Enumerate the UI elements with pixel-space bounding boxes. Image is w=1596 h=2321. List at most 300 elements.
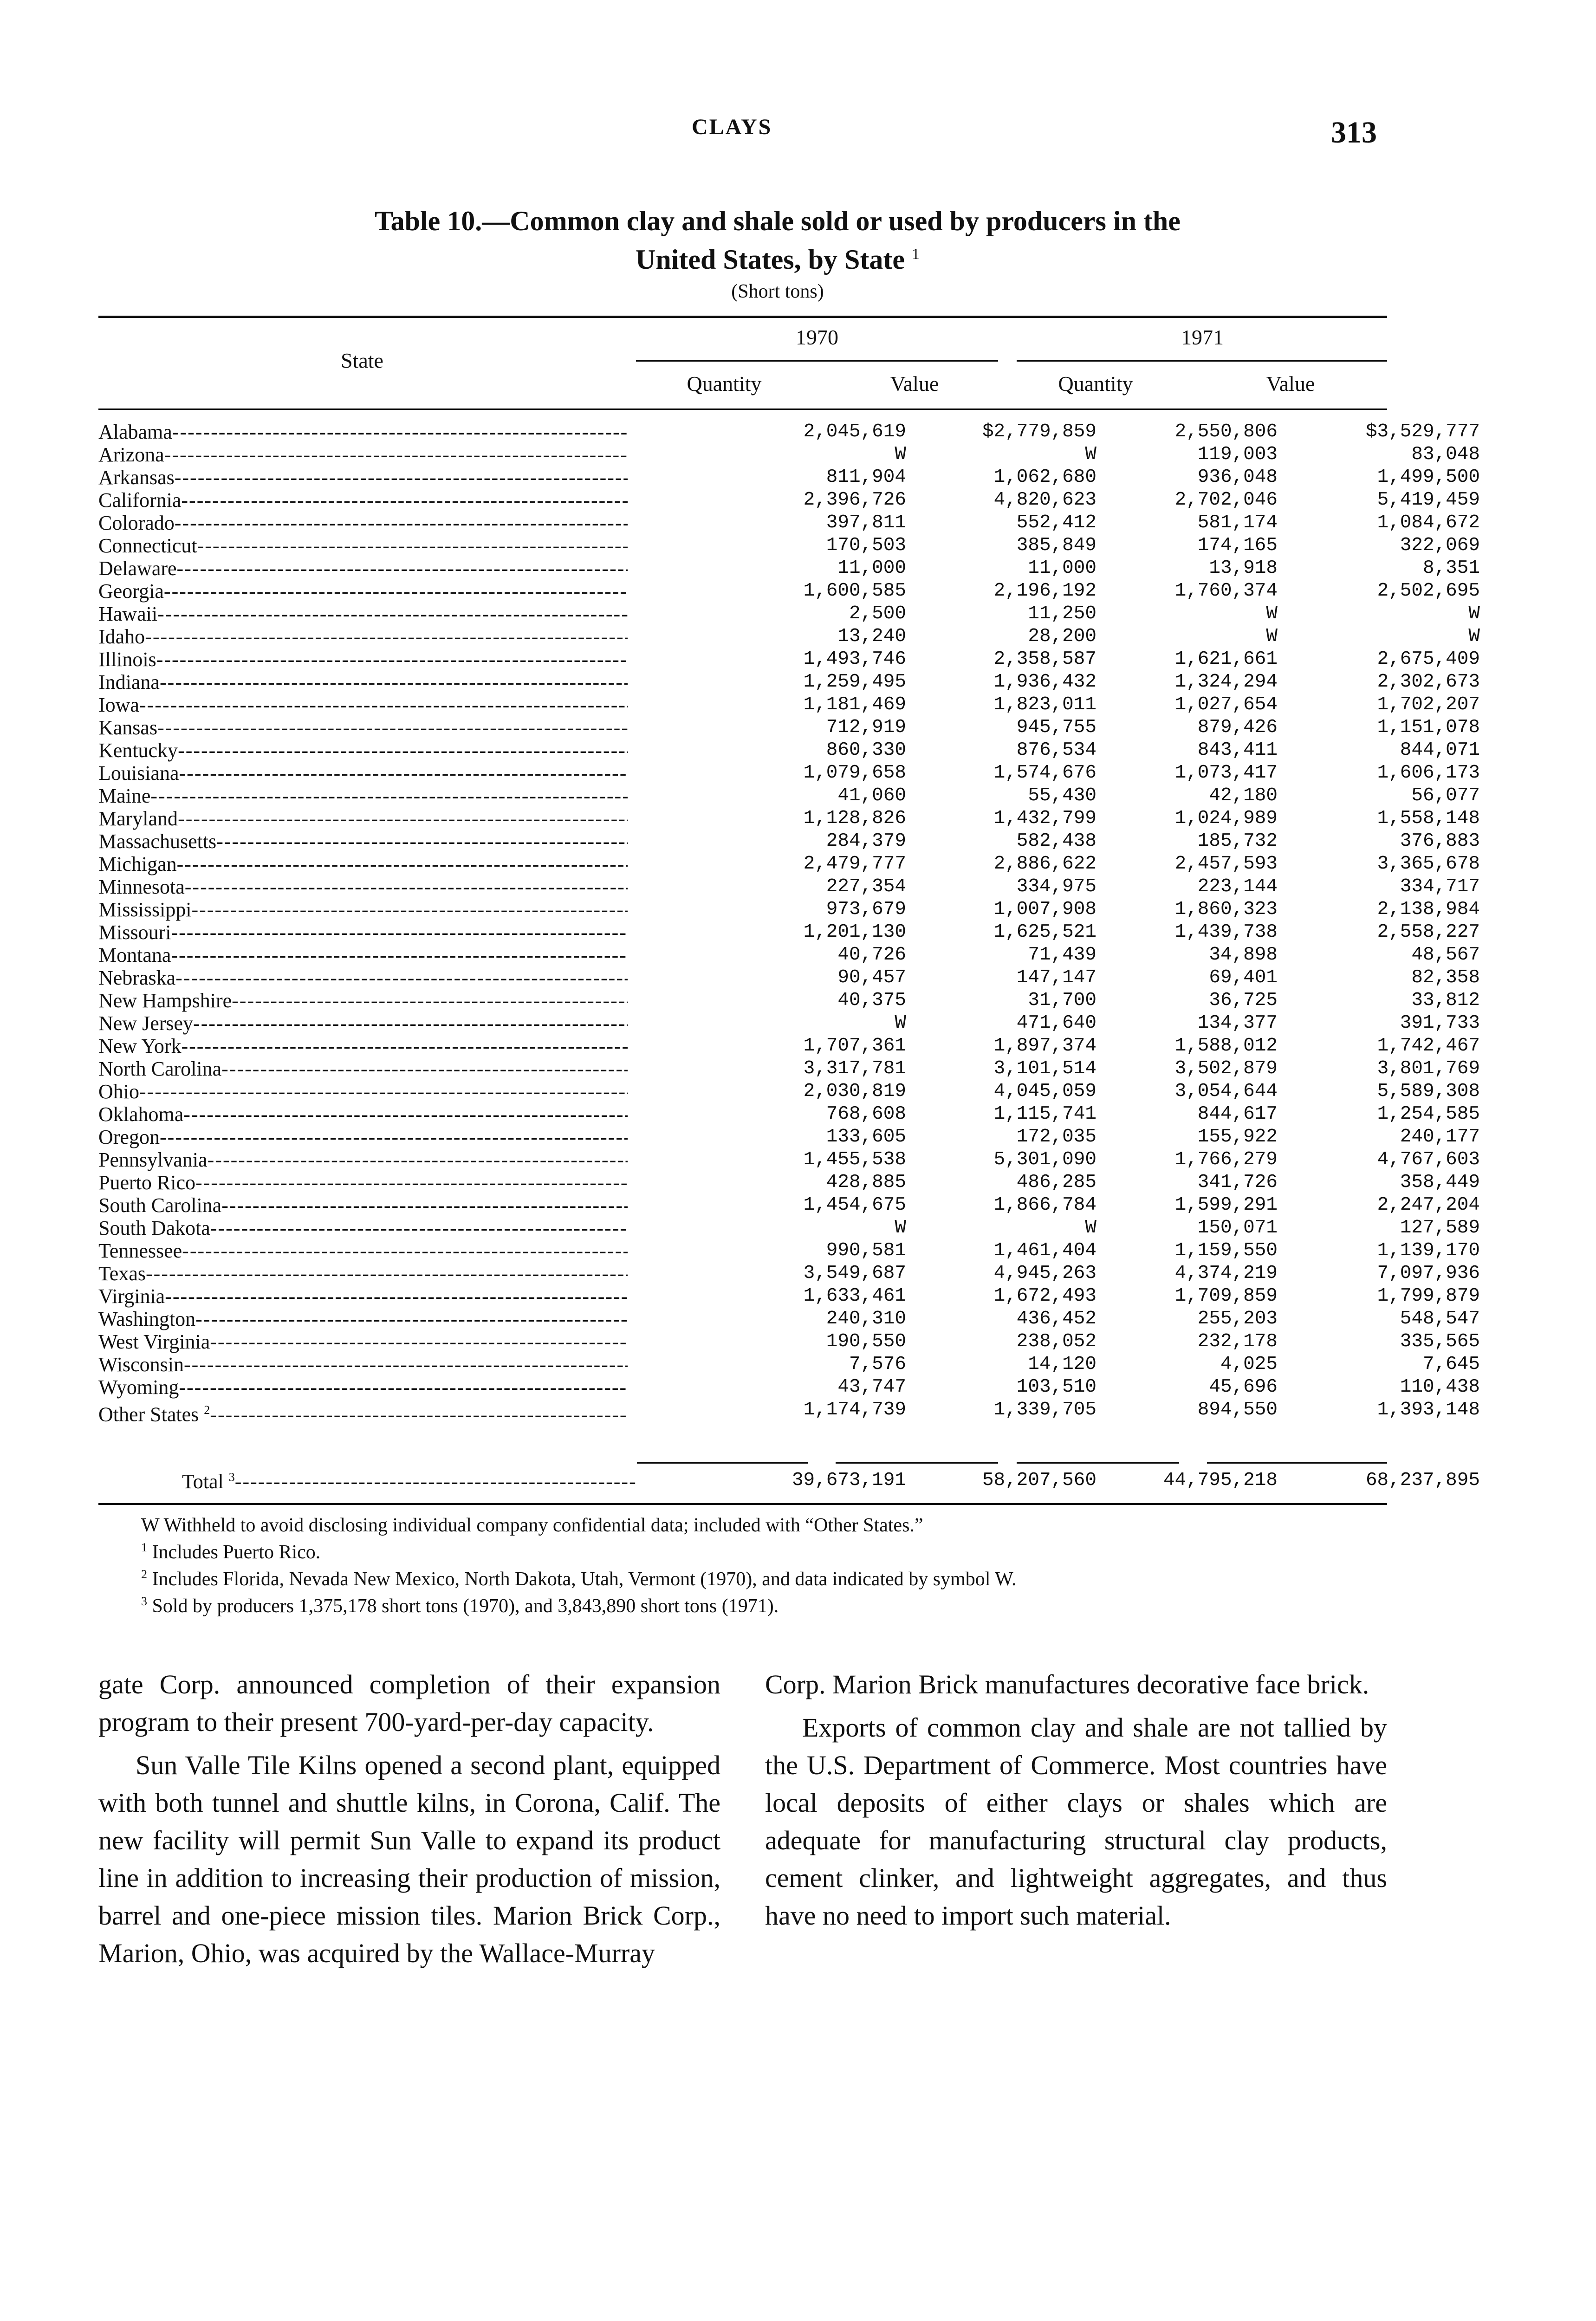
quantity-1971-cell: 1,766,279	[1174, 1149, 1278, 1170]
table-row	[98, 1217, 1480, 1239]
state-name: Wisconsin -----	[98, 1353, 628, 1376]
state-name: Virginia -----	[98, 1285, 628, 1308]
value-1971-cell: W	[1468, 626, 1480, 647]
value-1971-cell: 7,645	[1422, 1354, 1480, 1375]
state-name: North Carolina -----	[98, 1057, 628, 1080]
value-1970-cell: 103,510	[1016, 1376, 1096, 1398]
quantity-1970-cell: 2,500	[849, 603, 906, 624]
quantity-1970-cell: 90,457	[837, 967, 906, 988]
table-row	[98, 853, 1480, 875]
table-row	[98, 739, 1480, 762]
value-1970-cell: $2,779,859	[982, 421, 1096, 442]
value-1971-cell: 1,558,148	[1377, 808, 1480, 829]
quantity-1970-cell: 397,811	[826, 512, 906, 533]
quantity-1971-cell: 45,696	[1209, 1376, 1278, 1398]
value-1971-cell: 1,393,148	[1377, 1399, 1480, 1420]
table-row	[98, 784, 1480, 807]
value-1971-cell: 56,077	[1411, 785, 1480, 806]
table-row	[98, 989, 1480, 1012]
quantity-1971-cell: 1,709,859	[1174, 1285, 1278, 1307]
table-row	[98, 830, 1480, 853]
table-total-row	[98, 1470, 1480, 1498]
state-name: South Carolina -----	[98, 1194, 628, 1217]
table-units: (Short tons)	[731, 281, 824, 302]
state-name: Illinois -----	[98, 648, 628, 671]
quantity-1971-cell: 879,426	[1197, 717, 1278, 738]
value-1970-cell: 28,200	[1028, 626, 1096, 647]
value-1971-cell: 82,358	[1411, 967, 1480, 988]
state-name: Indiana -----	[98, 671, 628, 694]
state-name: Maine -----	[98, 784, 628, 807]
table-row	[98, 1376, 1480, 1399]
value-1970-cell: 238,052	[1016, 1331, 1096, 1352]
header-year-1970: 1970	[796, 325, 838, 349]
value-1971-cell: 1,499,500	[1377, 467, 1480, 488]
quantity-1970-cell: 860,330	[826, 739, 906, 761]
quantity-1971-cell: 1,073,417	[1174, 762, 1278, 784]
quantity-1970-cell: 40,726	[837, 944, 906, 966]
state-name: California -----	[98, 489, 628, 512]
state-name: Louisiana -----	[98, 762, 628, 784]
value-1971-cell: 7,097,936	[1377, 1263, 1480, 1284]
value-1970-cell: 5,301,090	[993, 1149, 1096, 1170]
value-1971-cell: 844,071	[1400, 739, 1480, 761]
quantity-1971-cell: 1,024,989	[1174, 808, 1278, 829]
state-name: Texas -----	[98, 1262, 628, 1285]
table-row	[98, 1012, 1480, 1035]
value-1970-cell: 385,849	[1016, 535, 1096, 556]
running-head: CLAYS	[692, 115, 772, 139]
value-1971-cell: 358,449	[1400, 1172, 1480, 1193]
quantity-1971-cell: 1,588,012	[1174, 1035, 1278, 1057]
quantity-1971-cell: 232,178	[1197, 1331, 1278, 1352]
quantity-1970-cell: 3,549,687	[803, 1263, 906, 1284]
value-1970-cell: 1,461,404	[993, 1240, 1096, 1261]
table-row	[98, 421, 1480, 443]
value-1971-cell: 127,589	[1400, 1217, 1480, 1238]
total-label: Total $^3$ -----	[182, 1470, 637, 1493]
quantity-1971-cell: 3,054,644	[1174, 1081, 1278, 1102]
quantity-1970-cell: 1,181,469	[803, 694, 906, 715]
value-1971-cell: 1,742,467	[1377, 1035, 1480, 1057]
value-1970-cell: 1,007,908	[993, 899, 1096, 920]
state-name: Maryland -----	[98, 807, 628, 830]
table-row	[98, 762, 1480, 784]
quantity-1970-cell: 1,455,538	[803, 1149, 906, 1170]
value-1970-cell: 1,936,432	[993, 671, 1096, 693]
quantity-1971-cell: 1,324,294	[1174, 671, 1278, 693]
value-1971-cell: 1,799,879	[1377, 1285, 1480, 1307]
table-body	[98, 421, 1480, 1426]
table-title	[186, 204, 1369, 276]
state-name: Wyoming -----	[98, 1376, 628, 1399]
value-1970-cell: 31,700	[1028, 990, 1096, 1011]
header-quantity-1971: Quantity	[1058, 372, 1133, 395]
state-name: Pennsylvania -----	[98, 1148, 628, 1171]
table-title-line-1: Table 10.—Common clay and shale sold or used by producers in the	[375, 206, 1181, 236]
table-row	[98, 875, 1480, 898]
table-row	[98, 1308, 1480, 1330]
value-1971-cell: 240,177	[1400, 1126, 1480, 1148]
table-bottom-rule	[98, 1503, 1387, 1505]
quantity-1970-cell: W	[895, 1012, 906, 1034]
state-name: Nebraska -----	[98, 966, 628, 989]
quantity-1970-cell: 1,174,739	[803, 1399, 906, 1420]
value-1971-cell: 2,558,227	[1377, 921, 1480, 943]
value-1970-cell: 11,250	[1028, 603, 1096, 624]
table-row	[98, 921, 1480, 944]
value-1970-cell: 552,412	[1016, 512, 1096, 533]
total-rule-v1970	[836, 1462, 998, 1464]
quantity-1971-cell: 3,502,879	[1174, 1058, 1278, 1079]
total-rule-q1971	[1017, 1462, 1179, 1464]
state-name: Michigan -----	[98, 853, 628, 875]
value-1971-cell: 335,565	[1400, 1331, 1480, 1352]
table-top-rule	[98, 316, 1387, 318]
value-1970-cell: 1,823,011	[993, 694, 1096, 715]
state-name: Arizona -----	[98, 443, 628, 466]
table-row	[98, 557, 1480, 580]
quantity-1970-cell: 428,885	[826, 1172, 906, 1193]
quantity-1970-cell: 190,550	[826, 1331, 906, 1352]
table-row	[98, 966, 1480, 989]
quantity-1970-cell: 133,605	[826, 1126, 906, 1148]
header-year-1971: 1971	[1181, 325, 1224, 349]
state-name: Connecticut -----	[98, 534, 628, 557]
quantity-1970-cell: 7,576	[849, 1354, 906, 1375]
total-rule-v1971	[1207, 1462, 1387, 1464]
table-row	[98, 1080, 1480, 1103]
quantity-1971-cell: 2,550,806	[1174, 421, 1278, 442]
body-paragraph: Corp. Marion Brick manufactures decorative face brick.	[765, 1669, 1369, 1699]
table-row	[98, 1126, 1480, 1148]
value-1970-cell: 4,820,623	[993, 489, 1096, 511]
title-footnote-mark: 1	[912, 246, 920, 263]
quantity-1970-cell: 1,493,746	[803, 648, 906, 670]
quantity-1970-cell: 284,379	[826, 830, 906, 852]
body-paragraph: Exports of common clay and shale are not tallied by the U.S. Department of Commerce. Most countries have local deposits of either clays or shales which are adequate for manufacturing structural clay products, cement clinker, and lightweight aggregates, and thus have no need to import such material.	[765, 1712, 1387, 1931]
total-value-1970: 58,207,560	[982, 1470, 1096, 1491]
value-1970-cell: W	[1085, 1217, 1096, 1238]
value-1970-cell: 3,101,514	[993, 1058, 1096, 1079]
quantity-1970-cell: 1,259,495	[803, 671, 906, 693]
value-1970-cell: 172,035	[1016, 1126, 1096, 1148]
value-1971-cell: 48,567	[1411, 944, 1480, 966]
quantity-1971-cell: 119,003	[1197, 444, 1278, 465]
value-1971-cell: 334,717	[1400, 876, 1480, 897]
value-1971-cell: 2,675,409	[1377, 648, 1480, 670]
value-1970-cell: 1,062,680	[993, 467, 1096, 488]
quantity-1971-cell: 2,457,593	[1174, 853, 1278, 875]
quantity-1971-cell: 4,025	[1220, 1354, 1278, 1375]
table-row	[98, 694, 1480, 716]
quantity-1971-cell: 1,027,654	[1174, 694, 1278, 715]
value-1970-cell: 11,000	[1028, 558, 1096, 579]
value-1970-cell: 876,534	[1016, 739, 1096, 761]
quantity-1970-cell: 11,000	[837, 558, 906, 579]
quantity-1970-cell: 973,679	[826, 899, 906, 920]
quantity-1971-cell: 34,898	[1209, 944, 1278, 966]
year2-rule	[1017, 360, 1387, 362]
quantity-1971-cell: 150,071	[1197, 1217, 1278, 1238]
table-row	[98, 1035, 1480, 1057]
value-1971-cell: $3,529,777	[1365, 421, 1480, 442]
state-name: South Dakota -----	[98, 1217, 628, 1239]
value-1971-cell: W	[1468, 603, 1480, 624]
quantity-1970-cell: 768,608	[826, 1103, 906, 1125]
quantity-1970-cell: 41,060	[837, 785, 906, 806]
state-name: West Virginia -----	[98, 1330, 628, 1353]
header-value-1971: Value	[1266, 372, 1315, 395]
state-name: New Hampshire -----	[98, 989, 628, 1012]
quantity-1970-cell: 3,317,781	[803, 1058, 906, 1079]
state-name: Iowa -----	[98, 694, 628, 716]
quantity-1970-cell: 1,079,658	[803, 762, 906, 784]
value-1971-cell: 3,801,769	[1377, 1058, 1480, 1079]
state-name: Montana -----	[98, 944, 628, 966]
state-name: Arkansas -----	[98, 466, 628, 489]
value-1970-cell: 71,439	[1028, 944, 1096, 966]
value-1971-cell: 83,048	[1411, 444, 1480, 465]
quantity-1970-cell: 227,354	[826, 876, 906, 897]
value-1970-cell: 436,452	[1016, 1308, 1096, 1329]
state-name: Oregon -----	[98, 1126, 628, 1148]
value-1970-cell: 147,147	[1016, 967, 1096, 988]
value-1971-cell: 2,138,984	[1377, 899, 1480, 920]
quantity-1970-cell: 1,201,130	[803, 921, 906, 943]
quantity-1971-cell: 843,411	[1197, 739, 1278, 761]
quantity-1971-cell: 185,732	[1197, 830, 1278, 852]
value-1971-cell: 322,069	[1400, 535, 1480, 556]
value-1970-cell: 55,430	[1028, 785, 1096, 806]
value-1971-cell: 33,812	[1411, 990, 1480, 1011]
quantity-1971-cell: 1,599,291	[1174, 1194, 1278, 1216]
footnote-w: W Withheld to avoid disclosing individual company confidential data; included with “Other States.”	[141, 1515, 923, 1536]
quantity-1970-cell: 712,919	[826, 717, 906, 738]
value-1971-cell: 376,883	[1400, 830, 1480, 852]
value-1971-cell: 548,547	[1400, 1308, 1480, 1329]
header-quantity-1970: Quantity	[687, 372, 762, 395]
value-1970-cell: 4,945,263	[993, 1263, 1096, 1284]
year1-rule	[636, 360, 998, 362]
quantity-1970-cell: 43,747	[837, 1376, 906, 1398]
quantity-1971-cell: W	[1266, 603, 1278, 624]
quantity-1970-cell: 1,633,461	[803, 1285, 906, 1307]
value-1971-cell: 5,589,308	[1377, 1081, 1480, 1102]
value-1970-cell: 945,755	[1016, 717, 1096, 738]
quantity-1970-cell: 811,904	[826, 467, 906, 488]
state-name: Kansas -----	[98, 716, 628, 739]
table-footnotes	[98, 1514, 1387, 1617]
value-1970-cell: W	[1085, 444, 1096, 465]
quantity-1971-cell: 69,401	[1209, 967, 1278, 988]
quantity-1971-cell: 844,617	[1197, 1103, 1278, 1125]
value-1971-cell: 1,702,207	[1377, 694, 1480, 715]
total-quantity-1970: 39,673,191	[792, 1470, 906, 1491]
state-name: Oklahoma -----	[98, 1103, 628, 1126]
value-1971-cell: 2,247,204	[1377, 1194, 1480, 1216]
table-row	[98, 603, 1480, 625]
quantity-1970-cell: 40,375	[837, 990, 906, 1011]
table-row	[98, 807, 1480, 830]
table-row	[98, 466, 1480, 489]
body-paragraph: gate Corp. announced completion of their expansion program to their present 700-yard-per-day capacity.	[98, 1669, 720, 1737]
header-value-1970: Value	[890, 372, 939, 395]
value-1970-cell: 1,625,521	[993, 921, 1096, 943]
quantity-1971-cell: 255,203	[1197, 1308, 1278, 1329]
quantity-1971-cell: 581,174	[1197, 512, 1278, 533]
quantity-1970-cell: 240,310	[826, 1308, 906, 1329]
table-row	[98, 898, 1480, 921]
value-1970-cell: 2,196,192	[993, 580, 1096, 602]
quantity-1971-cell: 894,550	[1197, 1399, 1278, 1420]
quantity-1970-cell: W	[895, 444, 906, 465]
state-name: Other States $^2$ -----	[98, 1399, 628, 1426]
value-1971-cell: 1,084,672	[1377, 512, 1480, 533]
table-row	[98, 625, 1480, 648]
state-name: Kentucky -----	[98, 739, 628, 762]
quantity-1971-cell: 174,165	[1197, 535, 1278, 556]
state-name: Washington -----	[98, 1308, 628, 1330]
value-1970-cell: 486,285	[1016, 1172, 1096, 1193]
quantity-1970-cell: 1,600,585	[803, 580, 906, 602]
value-1970-cell: 1,432,799	[993, 808, 1096, 829]
value-1971-cell: 8,351	[1422, 558, 1480, 579]
header-bottom-rule	[98, 408, 1387, 410]
value-1970-cell: 4,045,059	[993, 1081, 1096, 1102]
table-row	[98, 443, 1480, 466]
value-1971-cell: 2,302,673	[1377, 671, 1480, 693]
quantity-1970-cell: 2,030,819	[803, 1081, 906, 1102]
value-1971-cell: 1,151,078	[1377, 717, 1480, 738]
quantity-1971-cell: 936,048	[1197, 467, 1278, 488]
quantity-1971-cell: 1,621,661	[1174, 648, 1278, 670]
footnote-2: $^2$ Includes Florida, Nevada New Mexico, North Dakota, Utah, Vermont (1970), and data indicated by symbol W.	[141, 1568, 1017, 1590]
quantity-1970-cell: 2,396,726	[803, 489, 906, 511]
value-1971-cell: 5,419,459	[1377, 489, 1480, 511]
state-name: Missouri -----	[98, 921, 628, 944]
state-name: Puerto Rico -----	[98, 1171, 628, 1194]
value-1971-cell: 2,502,695	[1377, 580, 1480, 602]
value-1971-cell: 391,733	[1400, 1012, 1480, 1034]
quantity-1970-cell: 1,454,675	[803, 1194, 906, 1216]
page-number: 313	[1331, 116, 1377, 149]
value-1970-cell: 1,897,374	[993, 1035, 1096, 1057]
quantity-1970-cell: 1,128,826	[803, 808, 906, 829]
quantity-1971-cell: 134,377	[1197, 1012, 1278, 1034]
table-row	[98, 1148, 1480, 1171]
table-row	[98, 1399, 1480, 1426]
table-row	[98, 534, 1480, 557]
state-name: Mississippi -----	[98, 898, 628, 921]
quantity-1971-cell: 13,918	[1209, 558, 1278, 579]
table-row	[98, 1171, 1480, 1194]
footnote-1: $^1$ Includes Puerto Rico.	[141, 1541, 321, 1563]
table-row	[98, 944, 1480, 966]
header-state: State	[341, 349, 383, 372]
state-name: Ohio -----	[98, 1080, 628, 1103]
value-1971-cell: 1,606,173	[1377, 762, 1480, 784]
quantity-1971-cell: 36,725	[1209, 990, 1278, 1011]
state-name: Massachusetts -----	[98, 830, 628, 853]
value-1970-cell: 1,115,741	[993, 1103, 1096, 1125]
value-1970-cell: 2,886,622	[993, 853, 1096, 875]
footnote-3: $^3$ Sold by producers 1,375,178 short tons (1970), and 3,843,890 short tons (1971).	[141, 1595, 779, 1617]
value-1970-cell: 334,975	[1016, 876, 1096, 897]
state-name: Georgia -----	[98, 580, 628, 603]
table-row	[98, 716, 1480, 739]
table-row	[98, 1194, 1480, 1217]
value-1971-cell: 1,139,170	[1377, 1240, 1480, 1261]
body-column-left	[98, 1666, 720, 1977]
state-name: Hawaii -----	[98, 603, 628, 625]
value-1970-cell: 471,640	[1016, 1012, 1096, 1034]
state-name: Colorado -----	[98, 512, 628, 534]
state-name: Tennessee -----	[98, 1239, 628, 1262]
state-name: Alabama -----	[98, 421, 628, 443]
total-quantity-1971: 44,795,218	[1163, 1470, 1278, 1491]
state-name: New York -----	[98, 1035, 628, 1057]
value-1970-cell: 1,339,705	[993, 1399, 1096, 1420]
state-name: Minnesota -----	[98, 875, 628, 898]
table-row	[98, 1353, 1480, 1376]
value-1971-cell: 1,254,585	[1377, 1103, 1480, 1125]
body-column-right	[765, 1666, 1387, 1940]
quantity-1970-cell: W	[895, 1217, 906, 1238]
value-1970-cell: 2,358,587	[993, 648, 1096, 670]
value-1970-cell: 1,672,493	[993, 1285, 1096, 1307]
total-value-1971: 68,237,895	[1365, 1470, 1480, 1491]
quantity-1971-cell: W	[1266, 626, 1278, 647]
quantity-1971-cell: 1,439,738	[1174, 921, 1278, 943]
table-row	[98, 1262, 1480, 1285]
state-name: Idaho -----	[98, 625, 628, 648]
value-1970-cell: 1,574,676	[993, 762, 1096, 784]
value-1971-cell: 4,767,603	[1377, 1149, 1480, 1170]
quantity-1970-cell: 2,045,619	[803, 421, 906, 442]
table-row	[98, 489, 1480, 512]
quantity-1971-cell: 4,374,219	[1174, 1263, 1278, 1284]
quantity-1971-cell: 2,702,046	[1174, 489, 1278, 511]
table-row	[98, 1285, 1480, 1308]
quantity-1971-cell: 341,726	[1197, 1172, 1278, 1193]
body-paragraph: Sun Valle Tile Kilns opened a second plant, equipped with both tunnel and shuttle kilns, in Corona, Calif. The new facility will permit Sun Valle to expand its product line in addition to increasing their production of mission, barrel and one-piece mission tiles. Marion Brick Corp., Marion, Ohio, was acquired by the Wallace-Murray	[98, 1750, 720, 1968]
table-row	[98, 671, 1480, 694]
state-name: Delaware -----	[98, 557, 628, 580]
quantity-1970-cell: 1,707,361	[803, 1035, 906, 1057]
table-row	[98, 580, 1480, 603]
quantity-1970-cell: 13,240	[837, 626, 906, 647]
table-row	[98, 648, 1480, 671]
quantity-1970-cell: 170,503	[826, 535, 906, 556]
quantity-1971-cell: 223,144	[1197, 876, 1278, 897]
state-name: New Jersey -----	[98, 1012, 628, 1035]
quantity-1971-cell: 1,760,374	[1174, 580, 1278, 602]
table-row	[98, 512, 1480, 534]
table-row	[98, 1103, 1480, 1126]
value-1971-cell: 3,365,678	[1377, 853, 1480, 875]
quantity-1971-cell: 155,922	[1197, 1126, 1278, 1148]
value-1970-cell: 1,866,784	[993, 1194, 1096, 1216]
table-row	[98, 1057, 1480, 1080]
quantity-1971-cell: 1,159,550	[1174, 1240, 1278, 1261]
quantity-1971-cell: 42,180	[1209, 785, 1278, 806]
total-rule-q1970	[637, 1462, 808, 1464]
table-title-line-2: United States, by State $^1$	[636, 244, 920, 275]
table-row	[98, 1239, 1480, 1262]
value-1970-cell: 14,120	[1028, 1354, 1096, 1375]
table-row	[98, 1330, 1480, 1353]
